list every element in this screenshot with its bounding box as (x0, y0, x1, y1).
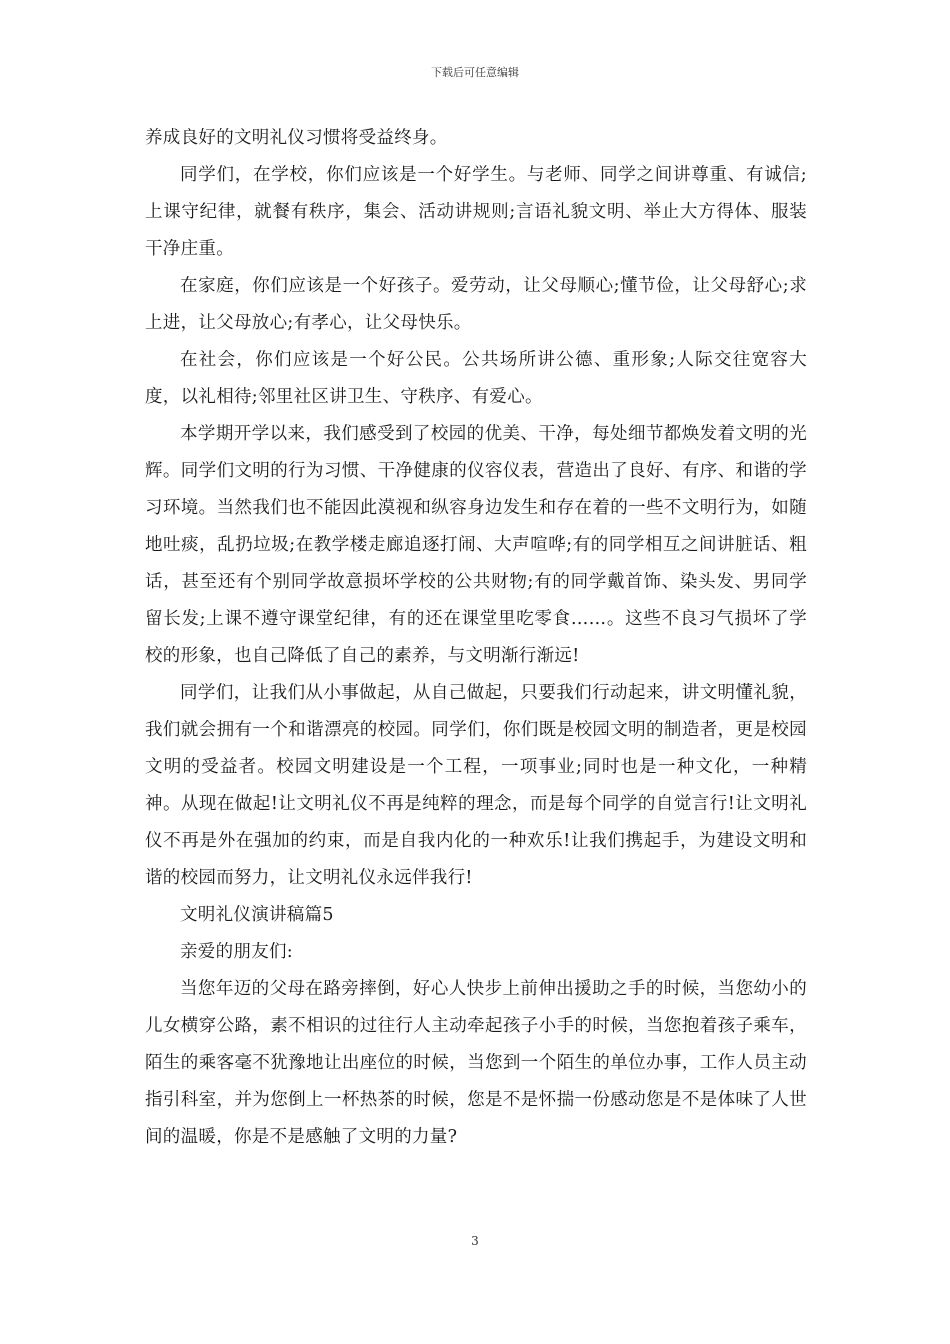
document-body (145, 120, 807, 1156)
paragraph-call-to-action: 同学们，让我们从小事做起，从自己做起，只要我们行动起来，讲文明懂礼貌，我们就会拥有一个和谐漂亮的校园。同学们，你们既是校园文明的制造者，更是校园文明的受益者。校园文明建设是一个工程，一项事业;同时也是一种文化，一种精神。从现在做起!让文明礼仪不再是纯粹的理念，而是每个同学的自觉言行!让文明礼仪不再是外在强加的约束，而是自我内化的一种欢乐!让我们携起手，为建设文明和谐的校园而努力，让文明礼仪永远伴我行! (145, 683, 807, 888)
paragraph-semester: 本学期开学以来，我们感受到了校园的优美、干净，每处细节都焕发着文明的光辉。同学们文明的行为习惯、干净健康的仪容仪表，营造出了良好、有序、和谐的学习环境。当然我们也不能因此漠视和纵容身边发生和存在着的一些不文明行为，如随地吐痰，乱扔垃圾;在教学楼走廊追逐打闹、大声喧哗;有的同学相互之间讲脏话、粗话，甚至还有个别同学故意损坏学校的公共财物;有的同学戴首饰、染头发、男同学留长发;上课不遵守课堂纪律，有的还在课堂里吃零食……。这些不良习气损坏了学校的形象，也自己降低了自己的素养，与文明渐行渐远! (145, 424, 807, 666)
section-heading: 文明礼仪演讲稿篇5 (180, 905, 334, 925)
salutation: 亲爱的朋友们: (180, 942, 293, 962)
paragraph-continuation: 养成良好的文明礼仪习惯将受益终身。 (145, 128, 448, 148)
page-number: 3 (471, 1234, 479, 1248)
paragraph-school: 同学们，在学校，你们应该是一个好学生。与老师、同学之间讲尊重、有诚信;上课守纪律，就餐有秩序，集会、活动讲规则;言语礼貌文明、举止大方得体、服装干净庄重。 (145, 165, 807, 259)
page-header-note: 下载后可任意编辑 (431, 66, 519, 79)
paragraph-family: 在家庭，你们应该是一个好孩子。爱劳动，让父母顺心;懂节俭，让父母舒心;求上进，让父母放心;有孝心，让父母快乐。 (145, 276, 807, 333)
paragraph-society: 在社会，你们应该是一个好公民。公共场所讲公德、重形象;人际交往宽容大度，以礼相待;邻里社区讲卫生、守秩序、有爱心。 (145, 350, 807, 407)
paragraph-opening: 当您年迈的父母在路旁摔倒，好心人快步上前伸出援助之手的时候，当您幼小的儿女横穿公路，素不相识的过往行人主动牵起孩子小手的时候，当您抱着孩子乘车，陌生的乘客毫不犹豫地让出座位的时候，当您到一个陌生的单位办事，工作人员主动指引科室，并为您倒上一杯热茶的时候，您是不是怀揣一份感动您是不是体味了人世间的温暖，你是不是感触了文明的力量? (145, 979, 807, 1147)
